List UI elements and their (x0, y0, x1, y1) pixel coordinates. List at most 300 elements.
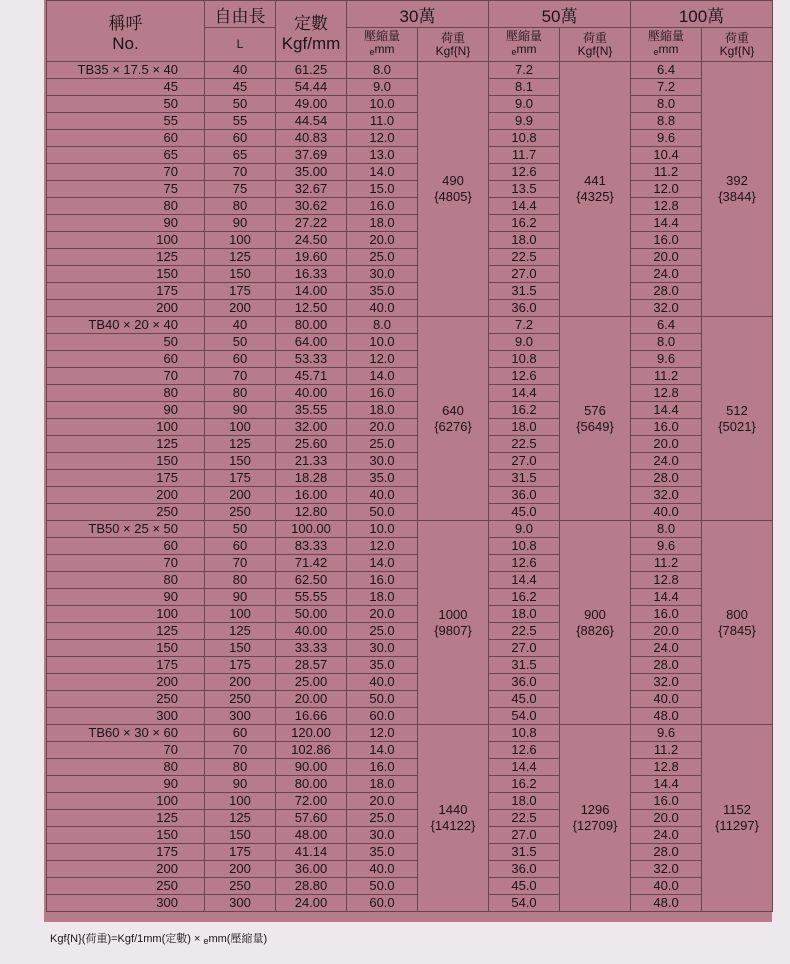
table-row (47, 62, 773, 79)
load-30-kgf: 1000 (438, 606, 468, 622)
table-row (47, 79, 773, 96)
load-header-30 (418, 28, 489, 62)
free-length-cell: 55 (205, 113, 276, 130)
compression-50-cell: 10.8 (489, 130, 560, 147)
compression-100-cell: 32.0 (631, 674, 702, 691)
compression-100-cell: 9.6 (631, 351, 702, 368)
table-row (47, 232, 773, 249)
compression-100-cell: 16.0 (631, 232, 702, 249)
free-length-cell: 100 (205, 419, 276, 436)
free-length-cell: 100 (205, 232, 276, 249)
compression-100-cell: 12.8 (631, 198, 702, 215)
cycles-100-header: 100萬 (631, 1, 773, 28)
free-length-cell: 150 (205, 453, 276, 470)
model-cell: 150 (47, 266, 205, 283)
constant-cell: 41.14 (276, 844, 347, 861)
compression-100-cell: 14.4 (631, 402, 702, 419)
constant-cell: 33.33 (276, 640, 347, 657)
constant-cell: 50.00 (276, 606, 347, 623)
compression-30-cell: 16.0 (347, 572, 418, 589)
load-100-kgf: 800 (726, 606, 748, 622)
table-row (47, 725, 773, 742)
model-cell: 100 (47, 606, 205, 623)
compression-30-cell: 35.0 (347, 657, 418, 674)
compression-30-cell: 12.0 (347, 130, 418, 147)
constant-cell: 72.00 (276, 793, 347, 810)
load-unit: Kgf{N} (435, 43, 471, 58)
compression-label: 壓縮量 (506, 29, 543, 43)
compression-100-cell: 11.2 (631, 555, 702, 572)
constant-header (276, 1, 347, 62)
constant-cell: 40.83 (276, 130, 347, 147)
free-length-cell: 300 (205, 708, 276, 725)
compression-100-cell: 48.0 (631, 708, 702, 725)
name-header (47, 1, 205, 62)
table-row (47, 317, 773, 334)
compression-30-cell: 18.0 (347, 776, 418, 793)
constant-cell: 40.00 (276, 385, 347, 402)
footnote-tail: mm(壓縮量) (208, 933, 268, 945)
free-length-cell: 150 (205, 827, 276, 844)
table-row (47, 742, 773, 759)
model-cell: 70 (47, 555, 205, 572)
compression-100-cell: 9.6 (631, 725, 702, 742)
model-cell: TB60 × 30 × 60 (47, 725, 205, 742)
compression-50-cell: 9.0 (489, 96, 560, 113)
free-length-cell: 125 (205, 249, 276, 266)
model-cell: 175 (47, 283, 205, 300)
table-row (47, 96, 773, 113)
free-length-cell: 50 (205, 521, 276, 538)
constant-cell: 48.00 (276, 827, 347, 844)
table-row (47, 589, 773, 606)
compression-50-cell: 36.0 (489, 674, 560, 691)
constant-cell: 45.71 (276, 368, 347, 385)
free-length-cell: 40 (205, 317, 276, 334)
model-cell: 55 (47, 113, 205, 130)
load-label: 荷重 (725, 30, 750, 45)
compression-30-cell: 25.0 (347, 249, 418, 266)
constant-cell: 40.00 (276, 623, 347, 640)
load-50-cell (560, 725, 631, 912)
model-cell: 175 (47, 470, 205, 487)
compression-50-cell: 31.5 (489, 283, 560, 300)
table-row (47, 113, 773, 130)
constant-cell: 64.00 (276, 334, 347, 351)
compression-30-cell: 40.0 (347, 487, 418, 504)
table-row (47, 538, 773, 555)
compression-100-cell: 16.0 (631, 419, 702, 436)
constant-cell: 16.66 (276, 708, 347, 725)
compression-unit: mm (516, 42, 537, 56)
constant-cell: 20.00 (276, 691, 347, 708)
model-cell: 60 (47, 538, 205, 555)
load-header-100 (702, 28, 773, 62)
table-row (47, 130, 773, 147)
cycles-50-header: 50萬 (489, 1, 631, 28)
compression-100-cell: 12.0 (631, 181, 702, 198)
free-length-cell: 300 (205, 895, 276, 912)
table-row (47, 844, 773, 861)
load-label: 荷重 (441, 30, 466, 45)
compression-50-cell: 9.0 (489, 334, 560, 351)
compression-100-cell: 24.0 (631, 453, 702, 470)
model-cell: 150 (47, 640, 205, 657)
compression-50-cell: 12.6 (489, 164, 560, 181)
table-row (47, 708, 773, 725)
cycles-30-header: 30萬 (347, 1, 489, 28)
compression-30-cell: 30.0 (347, 266, 418, 283)
compression-30-cell: 50.0 (347, 878, 418, 895)
load-50-kgf: 1296 (580, 802, 610, 817)
free-length-cell: 90 (205, 402, 276, 419)
model-cell: 125 (47, 623, 205, 640)
constant-cell: 14.00 (276, 283, 347, 300)
compression-50-cell: 27.0 (489, 266, 560, 283)
table-row (47, 402, 773, 419)
free-length-cell: 65 (205, 147, 276, 164)
compression-100-cell: 11.2 (631, 368, 702, 385)
model-cell: 80 (47, 198, 205, 215)
compression-100-cell: 10.4 (631, 147, 702, 164)
compression-header-100 (631, 28, 702, 62)
compression-50-cell: 54.0 (489, 895, 560, 912)
free-length-cell: 175 (205, 470, 276, 487)
compression-30-cell: 9.0 (347, 79, 418, 96)
constant-cell: 24.00 (276, 895, 347, 912)
compression-50-cell: 10.8 (489, 351, 560, 368)
compression-50-cell: 9.0 (489, 521, 560, 538)
free-length-cell: 50 (205, 334, 276, 351)
compression-30-cell: 25.0 (347, 436, 418, 453)
model-cell: TB50 × 25 × 50 (47, 521, 205, 538)
model-cell: 100 (47, 793, 205, 810)
compression-50-cell: 18.0 (489, 419, 560, 436)
model-cell: TB40 × 20 × 40 (47, 317, 205, 334)
table-row (47, 419, 773, 436)
free-length-cell: 70 (205, 368, 276, 385)
compression-50-cell: 36.0 (489, 861, 560, 878)
free-length-cell: 90 (205, 776, 276, 793)
free-length-cell: 150 (205, 266, 276, 283)
header-row-1 (47, 1, 773, 28)
compression-unit-wrap (347, 43, 417, 59)
constant-cell: 30.62 (276, 198, 347, 215)
model-cell: 60 (47, 130, 205, 147)
compression-30-cell: 11.0 (347, 113, 418, 130)
load-100-cell (702, 521, 773, 725)
compression-prefix: e (511, 47, 517, 57)
compression-30-cell: 30.0 (347, 640, 418, 657)
compression-30-cell: 16.0 (347, 759, 418, 776)
model-cell: 45 (47, 79, 205, 96)
table-row (47, 436, 773, 453)
compression-30-cell: 30.0 (347, 453, 418, 470)
constant-cell: 36.00 (276, 861, 347, 878)
compression-100-cell: 40.0 (631, 504, 702, 521)
compression-100-cell: 6.4 (631, 317, 702, 334)
constant-cell: 53.33 (276, 351, 347, 368)
constant-cell: 102.86 (276, 742, 347, 759)
table-row (47, 164, 773, 181)
constant-label: 定數 (294, 13, 328, 33)
model-cell: 90 (47, 215, 205, 232)
constant-cell: 25.60 (276, 436, 347, 453)
load-50-cell (560, 521, 631, 725)
compression-100-cell: 24.0 (631, 640, 702, 657)
compression-30-cell: 18.0 (347, 215, 418, 232)
compression-header-50 (489, 28, 560, 62)
free-length-cell: 80 (205, 572, 276, 589)
compression-30-cell: 25.0 (347, 623, 418, 640)
free-length-cell: 200 (205, 300, 276, 317)
compression-50-cell: 7.2 (489, 317, 560, 334)
spring-spec-table (46, 0, 773, 912)
free-length-cell: 70 (205, 742, 276, 759)
compression-50-cell: 16.2 (489, 589, 560, 606)
load-30-kgf: 640 (442, 402, 464, 418)
model-cell: 80 (47, 572, 205, 589)
model-cell: 100 (47, 419, 205, 436)
compression-50-cell: 14.4 (489, 759, 560, 776)
compression-30-cell: 12.0 (347, 538, 418, 555)
model-cell: 175 (47, 657, 205, 674)
free-length-cell: 175 (205, 657, 276, 674)
constant-cell: 55.55 (276, 589, 347, 606)
compression-50-cell: 45.0 (489, 878, 560, 895)
table-row (47, 504, 773, 521)
constant-cell: 57.60 (276, 810, 347, 827)
model-cell: 150 (47, 827, 205, 844)
compression-30-cell: 16.0 (347, 385, 418, 402)
load-header-50 (560, 28, 631, 62)
model-cell: 200 (47, 861, 205, 878)
compression-50-cell: 31.5 (489, 844, 560, 861)
compression-30-cell: 20.0 (347, 606, 418, 623)
compression-100-cell: 28.0 (631, 283, 702, 300)
compression-100-cell: 6.4 (631, 62, 702, 79)
compression-prefix: e (369, 47, 375, 57)
compression-100-cell: 11.2 (631, 742, 702, 759)
compression-30-cell: 12.0 (347, 725, 418, 742)
free-length-cell: 75 (205, 181, 276, 198)
free-length-cell: 80 (205, 385, 276, 402)
constant-cell: 54.44 (276, 79, 347, 96)
compression-50-cell: 18.0 (489, 793, 560, 810)
load-30-n: {4805} (434, 189, 472, 204)
compression-30-cell: 50.0 (347, 691, 418, 708)
model-cell: 200 (47, 487, 205, 504)
constant-cell: 28.80 (276, 878, 347, 895)
load-unit: Kgf{N} (719, 43, 755, 58)
table-row (47, 657, 773, 674)
footnote (50, 930, 267, 946)
constant-cell: 19.60 (276, 249, 347, 266)
constant-cell: 83.33 (276, 538, 347, 555)
compression-100-cell: 9.6 (631, 538, 702, 555)
model-cell: 65 (47, 147, 205, 164)
constant-cell: 28.57 (276, 657, 347, 674)
model-cell: 250 (47, 691, 205, 708)
free-length-cell: 80 (205, 759, 276, 776)
table-row (47, 640, 773, 657)
table-row (47, 555, 773, 572)
table-row (47, 368, 773, 385)
compression-50-cell: 16.2 (489, 215, 560, 232)
constant-cell: 25.00 (276, 674, 347, 691)
table-row (47, 606, 773, 623)
table-row (47, 470, 773, 487)
constant-cell: 27.22 (276, 215, 347, 232)
compression-50-cell: 27.0 (489, 640, 560, 657)
model-cell: 125 (47, 249, 205, 266)
table-row (47, 249, 773, 266)
constant-cell: 44.54 (276, 113, 347, 130)
compression-50-cell: 45.0 (489, 504, 560, 521)
compression-100-cell: 20.0 (631, 436, 702, 453)
constant-cell: 37.69 (276, 147, 347, 164)
compression-100-cell: 28.0 (631, 657, 702, 674)
free-length-cell: 50 (205, 96, 276, 113)
table-row (47, 810, 773, 827)
compression-50-cell: 31.5 (489, 657, 560, 674)
compression-unit-wrap (489, 43, 559, 59)
table-row (47, 861, 773, 878)
table-row (47, 487, 773, 504)
compression-30-cell: 25.0 (347, 810, 418, 827)
free-length-cell: 250 (205, 878, 276, 895)
footnote-formula: Kgf{N}(荷重)=Kgf/1mm(定數) × (50, 933, 204, 945)
constant-cell: 120.00 (276, 725, 347, 742)
free-length-cell: 60 (205, 538, 276, 555)
compression-50-cell: 10.8 (489, 538, 560, 555)
compression-50-cell: 22.5 (489, 623, 560, 640)
table-row (47, 334, 773, 351)
length-symbol: L (205, 28, 276, 62)
table-row (47, 283, 773, 300)
compression-50-cell: 14.4 (489, 572, 560, 589)
table-row (47, 147, 773, 164)
compression-50-cell: 8.1 (489, 79, 560, 96)
compression-30-cell: 8.0 (347, 317, 418, 334)
compression-30-cell: 35.0 (347, 844, 418, 861)
compression-100-cell: 20.0 (631, 623, 702, 640)
free-length-cell: 70 (205, 555, 276, 572)
compression-unit: mm (658, 42, 679, 56)
table-row (47, 691, 773, 708)
compression-100-cell: 20.0 (631, 810, 702, 827)
compression-50-cell: 16.2 (489, 776, 560, 793)
free-length-cell: 60 (205, 130, 276, 147)
compression-100-cell: 14.4 (631, 589, 702, 606)
model-cell: 80 (47, 385, 205, 402)
compression-30-cell: 40.0 (347, 861, 418, 878)
free-length-cell: 250 (205, 504, 276, 521)
free-length-cell: 60 (205, 351, 276, 368)
load-100-n: {5021} (718, 418, 756, 434)
compression-100-cell: 12.8 (631, 572, 702, 589)
free-length-cell: 200 (205, 674, 276, 691)
load-100-kgf: 392 (726, 173, 748, 188)
constant-unit: Kgf/mm (281, 33, 341, 53)
load-30-n: {14122} (430, 818, 476, 833)
compression-50-cell: 7.2 (489, 62, 560, 79)
load-100-n: {3844} (718, 189, 756, 204)
compression-50-cell: 12.6 (489, 555, 560, 572)
constant-cell: 80.00 (276, 317, 347, 334)
load-100-n: {7845} (718, 622, 756, 638)
compression-100-cell: 40.0 (631, 878, 702, 895)
table-row (47, 215, 773, 232)
compression-30-cell: 10.0 (347, 334, 418, 351)
compression-header-30 (347, 28, 418, 62)
name-label: 稱呼 (108, 13, 143, 33)
compression-100-cell: 14.4 (631, 215, 702, 232)
constant-cell: 62.50 (276, 572, 347, 589)
compression-100-cell: 24.0 (631, 827, 702, 844)
free-length-cell: 60 (205, 725, 276, 742)
compression-50-cell: 54.0 (489, 708, 560, 725)
compression-50-cell: 12.6 (489, 368, 560, 385)
compression-50-cell: 16.2 (489, 402, 560, 419)
compression-30-cell: 35.0 (347, 470, 418, 487)
compression-100-cell: 12.8 (631, 385, 702, 402)
load-30-kgf: 490 (442, 173, 464, 188)
constant-cell: 61.25 (276, 62, 347, 79)
compression-100-cell: 32.0 (631, 861, 702, 878)
free-length-cell: 200 (205, 861, 276, 878)
model-cell: 50 (47, 96, 205, 113)
compression-50-cell: 27.0 (489, 453, 560, 470)
compression-100-cell: 40.0 (631, 691, 702, 708)
table-row (47, 198, 773, 215)
load-100-cell (702, 725, 773, 912)
compression-30-cell: 60.0 (347, 895, 418, 912)
free-length-cell: 90 (205, 589, 276, 606)
no-label: No. (112, 33, 139, 53)
load-30-cell (418, 317, 489, 521)
free-length-cell: 45 (205, 79, 276, 96)
free-length-cell: 175 (205, 844, 276, 861)
load-30-cell (418, 725, 489, 912)
constant-cell: 16.33 (276, 266, 347, 283)
compression-100-cell: 7.2 (631, 79, 702, 96)
compression-100-cell: 32.0 (631, 487, 702, 504)
model-cell: 70 (47, 368, 205, 385)
free-length-cell: 125 (205, 810, 276, 827)
model-cell: 90 (47, 589, 205, 606)
constant-cell: 16.00 (276, 487, 347, 504)
free-length-cell: 175 (205, 283, 276, 300)
free-length-cell: 100 (205, 606, 276, 623)
compression-100-cell: 12.8 (631, 759, 702, 776)
compression-30-cell: 14.0 (347, 164, 418, 181)
compression-50-cell: 14.4 (489, 198, 560, 215)
model-cell: 70 (47, 164, 205, 181)
model-cell: 175 (47, 844, 205, 861)
model-cell: 90 (47, 776, 205, 793)
table-row (47, 623, 773, 640)
load-50-kgf: 900 (584, 606, 606, 622)
constant-cell: 100.00 (276, 521, 347, 538)
load-50-n: {5649} (576, 418, 614, 434)
compression-100-cell: 16.0 (631, 793, 702, 810)
compression-50-cell: 22.5 (489, 436, 560, 453)
compression-30-cell: 14.0 (347, 555, 418, 572)
model-cell: 70 (47, 742, 205, 759)
compression-100-cell: 28.0 (631, 470, 702, 487)
model-cell: 125 (47, 436, 205, 453)
